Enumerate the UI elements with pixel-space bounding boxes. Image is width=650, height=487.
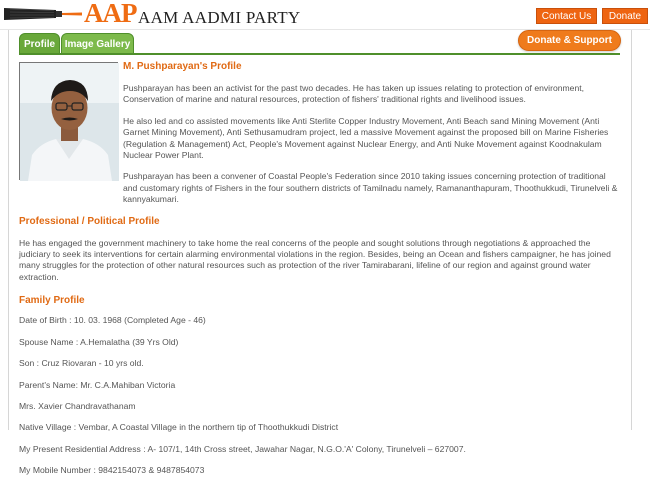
profile-paragraph: Pushparayan has been an activist for the past two decades. He has taken up issues relating to protection of environment, Conservation of marine and natural resources, protection of fishers' traditional rights and livelihood issues.	[123, 83, 584, 105]
tab-profile[interactable]: Profile	[19, 33, 60, 54]
logo-aap-text[interactable]: AAP	[84, 0, 137, 28]
family-mobile: My Mobile Number : 9842154073 & 9487854073	[19, 465, 205, 476]
family-native-village: Native Village : Vembar, A Coastal Village in the northern tip of Thoothukkudi District	[19, 422, 339, 433]
site-header	[0, 0, 650, 30]
family-parents: Parent's Name: Mr. C.A.Mahiban Victoria	[19, 379, 176, 390]
profile-paragraph: Pushparayan has been a convener of Coastal People's Federation since 2010 taking issues concerning protection of traditional and customary rights of Fishers in the four southern districts of Tamilnadu namely, Ramananthapuram, Thoothukkudi, Tirunelveli & kannyakumari.	[123, 171, 618, 205]
donate-button[interactable]: Donate	[602, 8, 648, 24]
logo-party-name[interactable]: AAM AADMI PARTY	[138, 8, 301, 27]
family-mother: Mrs. Xavier Chandravathanam	[19, 400, 136, 411]
profile-paragraph: He also led and co assisted movements like Anti Sterlite Copper Industry Movement, Anti Beach sand Mining Movement (Anti Garnet Mining Movement), Anti Sethusamudram project, led a massive Movement against the proposed bill on Marine Fisheries (Regulation & Management) Act, People's Movement against Nuclear Energy, and Anti Nuke Movement against Koodnakulam Nuclear Power Plant.	[123, 115, 609, 161]
tab-image-gallery[interactable]: Image Gallery	[61, 33, 134, 54]
family-son: Son : Cruz Riovaran - 10 yrs old.	[19, 358, 144, 369]
professional-paragraph: He has engaged the government machinery to take home the real concerns of the people and sought solutions through negotiations & approached the judiciary to seek its interventions for certain alarming environmental violations in the region. Besides, being an Ocean and fishers campaigner, he has joined many struggles for the protection of other natural resources such as protection of the river Tamirabarani, lifeline of our region and against ground water extraction.	[19, 237, 611, 282]
donate-support-button[interactable]: Donate & Support Me	[518, 30, 621, 51]
tab-underline	[19, 53, 620, 55]
family-address: My Present Residential Address : A- 107/1, 14th Cross street, Jawahar Nagar, N.G.O.'A' Colony, Tirunelveli – 627007.	[19, 443, 466, 454]
profile-content	[19, 61, 619, 487]
professional-title: Professional / Political Profile	[19, 215, 160, 227]
contact-us-button[interactable]: Contact Us	[536, 8, 597, 24]
family-spouse: Spouse Name : A.Hemalatha (39 Yrs Old)	[19, 336, 179, 347]
family-dob: Date of Birth : 10. 03. 1968 (Completed Age - 46)	[19, 315, 206, 326]
profile-title: M. Pushparayan's Profile	[123, 61, 242, 72]
broom-logo-icon	[4, 4, 82, 24]
family-title: Family Profile	[19, 295, 85, 307]
